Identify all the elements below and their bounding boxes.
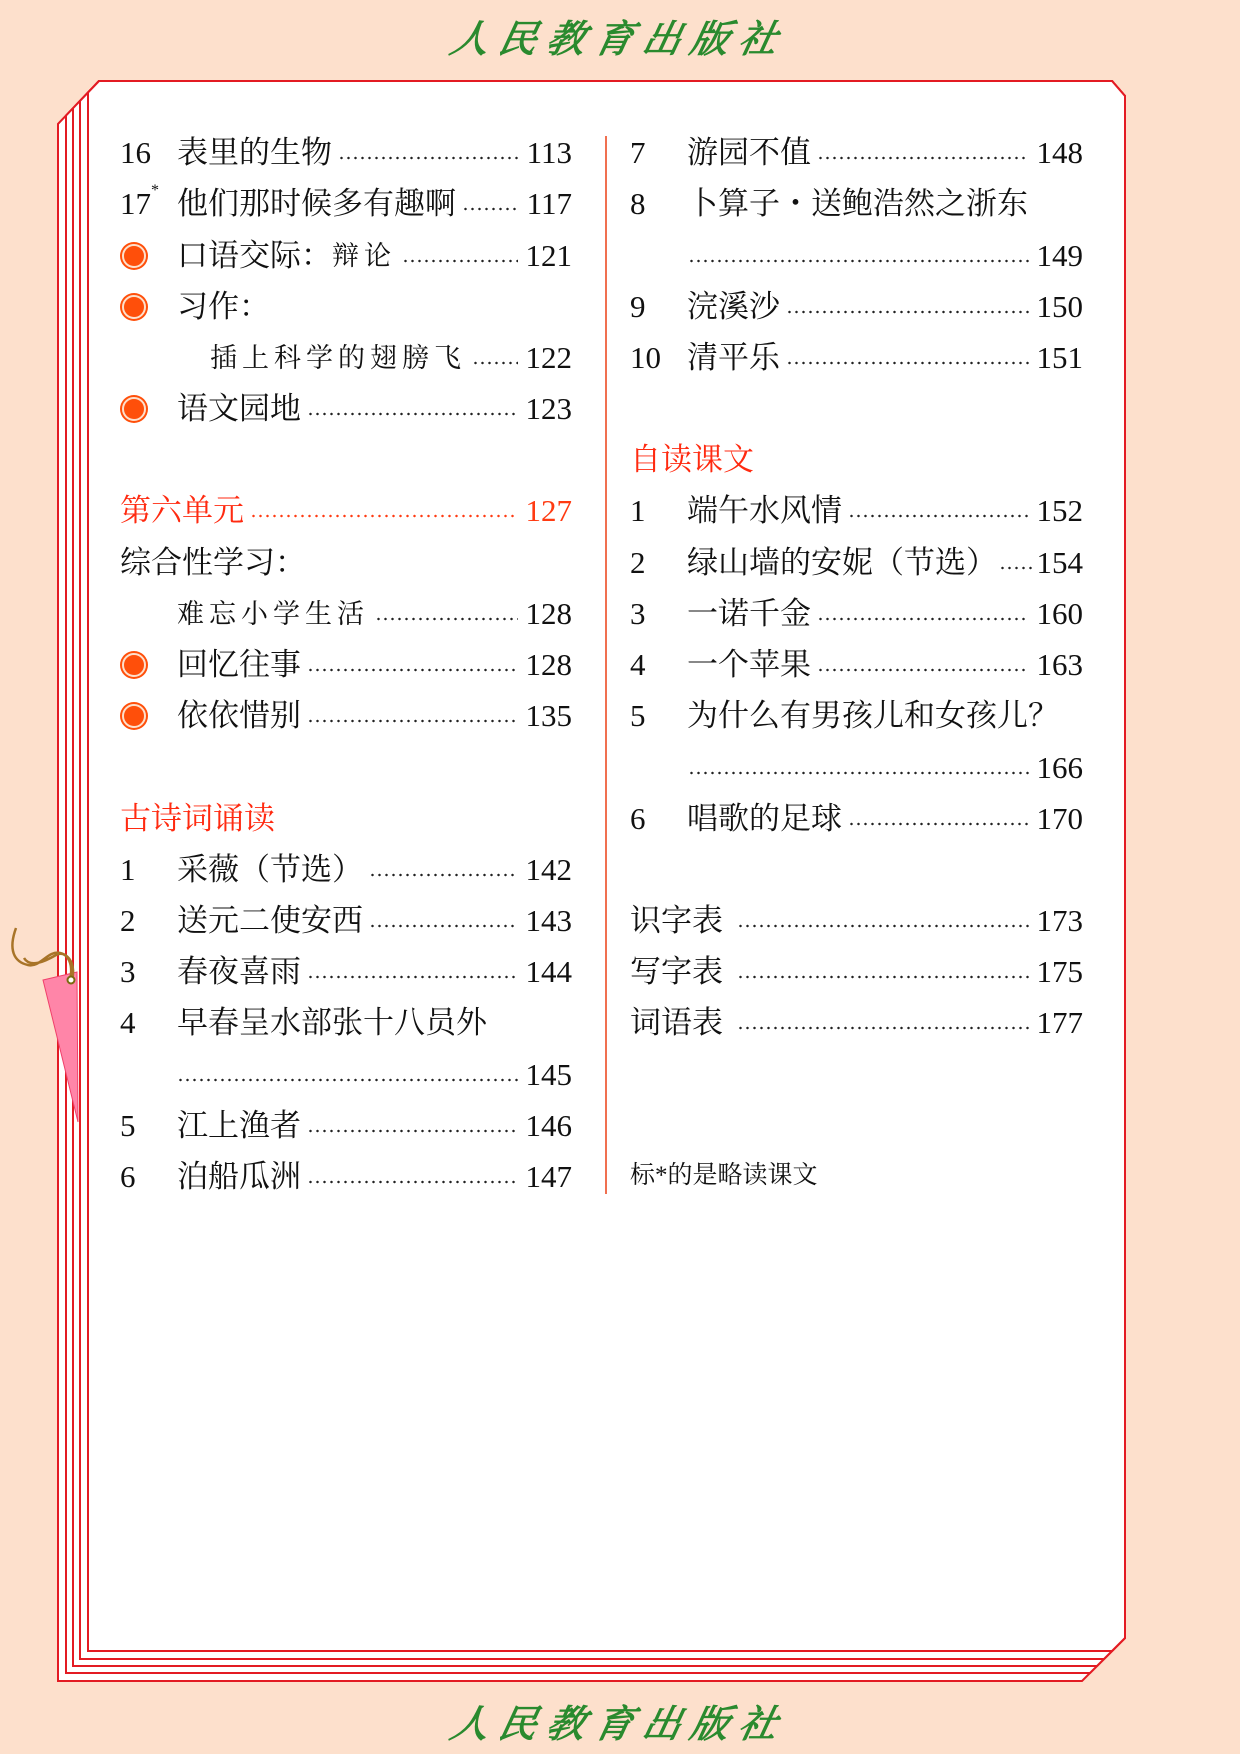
toc-entry[interactable] [120,284,572,330]
lesson-number: 9 [630,289,646,324]
toc-entry[interactable] [120,181,572,227]
lesson-title: 习作： [177,289,270,324]
dot-leader [307,412,518,416]
bullet-icon [120,295,177,319]
toc-entry[interactable] [630,898,1083,944]
lesson-number: 1 [120,852,136,887]
appendix-title: 词语表 [630,1005,723,1040]
toc-entry[interactable] [210,335,572,381]
page-number: 175 [1036,954,1083,989]
lesson-title: 一诺千金 [687,596,811,631]
lesson-number: 10 [630,340,661,375]
bullet-icon [120,397,177,421]
publisher-name: 人民教育出版社 [446,19,792,61]
dot-leader [848,514,1029,518]
lesson-number: 1 [630,493,646,528]
toc-entry[interactable] [177,591,572,637]
toc-entry[interactable] [630,284,1083,330]
toc-entry[interactable] [120,693,572,739]
page-number: 166 [1036,750,1083,785]
dot-leader [307,1129,518,1133]
toc-entry[interactable] [630,949,1083,995]
toc-entry[interactable] [630,130,1083,176]
page-number: 121 [525,238,572,273]
page-number: 163 [1036,647,1083,682]
lesson-title: 泊船瓜洲 [177,1159,301,1194]
dot-leader [369,873,518,877]
lesson-number: 6 [120,1159,136,1194]
lesson-number: 6 [630,801,646,836]
lesson-title: 绿山墙的安妮（节选） [687,545,997,580]
toc-entry[interactable] [630,488,1083,534]
dot-leader [737,975,1029,979]
toc-entry[interactable] [120,949,572,995]
lesson-number: 17 [120,186,151,221]
toc-entry[interactable] [630,181,1083,227]
toc-entry[interactable] [120,1154,572,1200]
dot-leader [307,1180,518,1184]
lesson-title: 唱歌的足球 [687,801,842,836]
page-number: 142 [525,852,572,887]
dot-leader [737,1026,1029,1030]
page-number: 149 [1036,238,1083,273]
toc-entry[interactable] [120,233,572,279]
toc-entry[interactable] [120,898,572,944]
page-number: 160 [1036,596,1083,631]
dot-leader [307,975,518,979]
page-number: 147 [525,1159,572,1194]
toc-entry[interactable] [630,796,1083,842]
toc-entry[interactable] [120,1000,572,1046]
dot-leader [848,822,1029,826]
dot-leader [369,924,518,928]
lesson-number: 8 [630,186,646,221]
dot-leader [472,361,518,365]
lesson-number: 2 [120,903,136,938]
page-number: 146 [525,1108,572,1143]
dot-leader [688,771,1029,775]
toc-entry[interactable] [120,130,572,176]
dot-leader [999,566,1035,570]
dot-leader [177,1078,518,1082]
toc-entry[interactable] [120,1103,572,1149]
appendix-title: 识字表 [630,903,723,938]
page-number: 128 [525,596,572,631]
lesson-title: 卜算子・送鲍浩然之浙东 [687,186,1028,221]
dot-leader [307,668,518,672]
page-number: 113 [526,135,572,170]
unit-title: 第六单元 [120,493,244,528]
lesson-subtitle: 辩论 [332,241,396,271]
page-number: 152 [1036,493,1083,528]
lesson-title: 浣溪沙 [687,289,780,324]
lesson-title: 表里的生物 [177,135,332,170]
page-number: 170 [1036,801,1083,836]
page-number: 177 [1036,1005,1083,1040]
dot-leader [688,259,1029,263]
page-number: 117 [526,186,572,221]
lesson-number: 7 [630,135,646,170]
section-heading [120,796,572,842]
publisher-logo-bottom [0,1693,1240,1748]
toc-entry[interactable] [120,847,572,893]
lesson-title: 游园不值 [687,135,811,170]
toc-entry[interactable] [120,386,572,432]
lesson-number: 16 [120,135,151,170]
publisher-logo-top [0,8,1240,63]
dot-leader [375,617,518,621]
dot-leader [462,207,519,211]
dot-leader [786,310,1029,314]
lesson-title: 口语交际： [177,238,332,273]
lesson-title: 回忆往事 [177,647,301,682]
toc-entry[interactable] [120,642,572,688]
bullet-icon [120,653,177,677]
dot-leader [817,156,1029,160]
page-number: 143 [525,903,572,938]
dot-leader [338,156,519,160]
bullet-icon [120,244,177,268]
dot-leader [402,259,518,263]
dot-leader [250,514,518,518]
toc-entry-continuation[interactable] [688,233,1083,279]
toc-entry[interactable] [630,591,1083,637]
appendix-title: 写字表 [630,954,723,989]
section-heading [630,437,1083,483]
lesson-title: 语文园地 [177,391,301,426]
lesson-number: 5 [630,698,646,733]
lesson-title: 送元二使安西 [177,903,363,938]
lesson-title: 春夜喜雨 [177,954,301,989]
page-number: 154 [1036,545,1083,580]
toc-entry[interactable] [630,1000,1083,1046]
lesson-number: 2 [630,545,646,580]
lesson-number: 3 [120,954,136,989]
page-number: 150 [1036,289,1083,324]
unit-heading-entry[interactable] [120,488,572,534]
lesson-title: 他们那时候多有趣啊 [177,186,456,221]
dot-leader [737,924,1029,928]
lesson-title: 端午水风情 [687,493,842,528]
page-number: 151 [1036,340,1083,375]
toc-entry-continuation[interactable] [177,1052,572,1098]
footnote [630,1153,1083,1199]
lesson-title: 插上科学的翅膀飞 [210,343,466,373]
dot-leader [817,617,1029,621]
lesson-title: 江上渔者 [177,1108,301,1143]
page-number: 144 [525,954,572,989]
lesson-number: 5 [120,1108,136,1143]
toc-entry[interactable] [630,335,1083,381]
page-number: 127 [525,493,572,528]
lesson-title: 清平乐 [687,340,780,375]
skim-reading-asterisk: * [151,182,159,199]
lesson-title: 采薇（节选） [177,852,363,887]
footnote-text: 标*的是略读课文 [630,1162,818,1189]
lesson-title: 为什么有男孩儿和女孩儿？ [687,698,1059,733]
lesson-number: 4 [120,1005,136,1040]
toc-entry[interactable] [630,540,1083,586]
lesson-number: 3 [630,596,646,631]
page-number: 173 [1036,903,1083,938]
lesson-title: 早春呈水部张十八员外 [177,1005,487,1040]
toc-entry[interactable] [630,693,1083,739]
column-divider [605,136,607,1194]
lesson-title: 依依惜别 [177,698,301,733]
toc-entry[interactable] [630,642,1083,688]
section-heading-text: 自读课文 [630,442,754,477]
dot-leader [817,668,1029,672]
dot-leader [307,719,518,723]
page-number: 122 [525,340,572,375]
page-number: 128 [525,647,572,682]
page-number: 145 [525,1057,572,1092]
toc-entry [120,540,572,586]
bullet-icon [120,704,177,728]
lesson-number: 4 [630,647,646,682]
section-heading-text: 古诗词诵读 [120,801,275,836]
section-title: 综合性学习： [120,545,306,580]
page-number: 123 [525,391,572,426]
toc-entry-continuation[interactable] [688,745,1083,791]
page-number: 148 [1036,135,1083,170]
dot-leader [786,361,1029,365]
publisher-name: 人民教育出版社 [446,1704,792,1746]
lesson-title: 一个苹果 [687,647,811,682]
page-number: 135 [525,698,572,733]
lesson-title: 难忘小学生活 [177,599,369,629]
